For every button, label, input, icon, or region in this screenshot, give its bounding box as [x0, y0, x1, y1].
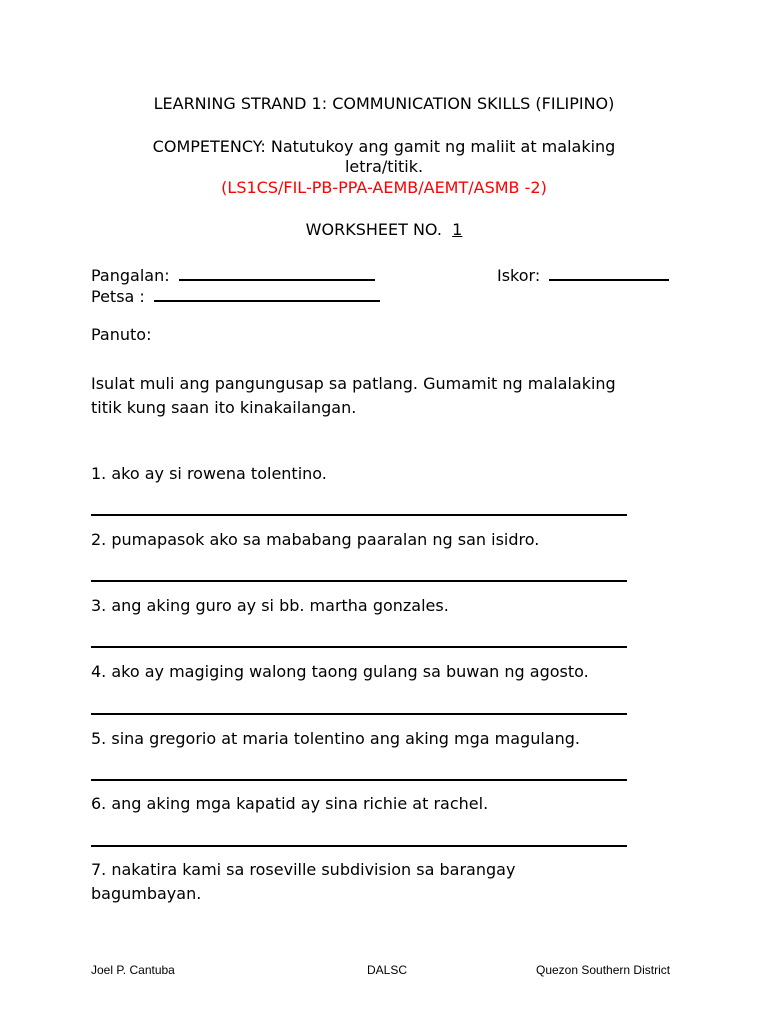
- date-field: [91, 284, 380, 307]
- list-item: 4. ako ay magiging walong taong gulang sa buwan ng agosto.: [91, 662, 589, 681]
- answer-line: [91, 779, 627, 781]
- answer-line: [91, 646, 627, 648]
- answer-line: [91, 713, 627, 715]
- instructions-label: Panuto:: [91, 325, 152, 344]
- list-item: 5. sina gregorio at maria tolentino ang aking mga magulang.: [91, 729, 580, 748]
- list-item: 3. ang aking guro ay si bb. martha gonzales.: [91, 596, 449, 615]
- worksheet-number: 1: [452, 220, 463, 239]
- list-item: 7. nakatira kami sa roseville subdivision sa barangay: [91, 860, 516, 879]
- answer-line: [91, 845, 627, 847]
- answer-line: [91, 514, 627, 516]
- score-label: Iskor:: [497, 266, 541, 285]
- worksheet-number-heading: [0, 220, 768, 240]
- instructions-line-1: Isulat muli ang pangungusap sa patlang. Gumamit ng malalaking: [91, 374, 616, 393]
- competency-line-2: letra/titik.: [344, 157, 424, 176]
- footer-district: Quezon Southern District: [536, 963, 671, 977]
- worksheet-label: WORKSHEET NO.: [305, 220, 442, 239]
- list-item-continuation: bagumbayan.: [91, 884, 202, 903]
- date-blank: [154, 284, 380, 302]
- answer-line: [91, 580, 627, 582]
- name-blank: [179, 263, 375, 281]
- footer-author: Joel P. Cantuba: [91, 963, 175, 977]
- list-item: 2. pumapasok ako sa mababang paaralan ng san isidro.: [91, 530, 540, 549]
- score-blank: [549, 263, 669, 281]
- instructions-line-2: titik kung saan ito kinakailangan.: [91, 398, 357, 417]
- learning-strand-title: LEARNING STRAND 1: COMMUNICATION SKILLS (FILIPINO): [153, 94, 615, 113]
- date-label: Petsa :: [91, 287, 145, 306]
- name-field: [91, 263, 375, 286]
- footer-center: DALSC: [367, 963, 408, 977]
- name-label: Pangalan:: [91, 266, 170, 285]
- list-item: 6. ang aking mga kapatid ay sina richie at rachel.: [91, 794, 489, 813]
- list-item: 1. ako ay si rowena tolentino.: [91, 464, 327, 483]
- competency-code: (LS1CS/FIL-PB-PPA-AEMB/AEMT/ASMB -2): [221, 178, 547, 197]
- score-field: [497, 263, 669, 286]
- competency-line-1: COMPETENCY: Natutukoy ang gamit ng maliit at malaking: [152, 137, 616, 156]
